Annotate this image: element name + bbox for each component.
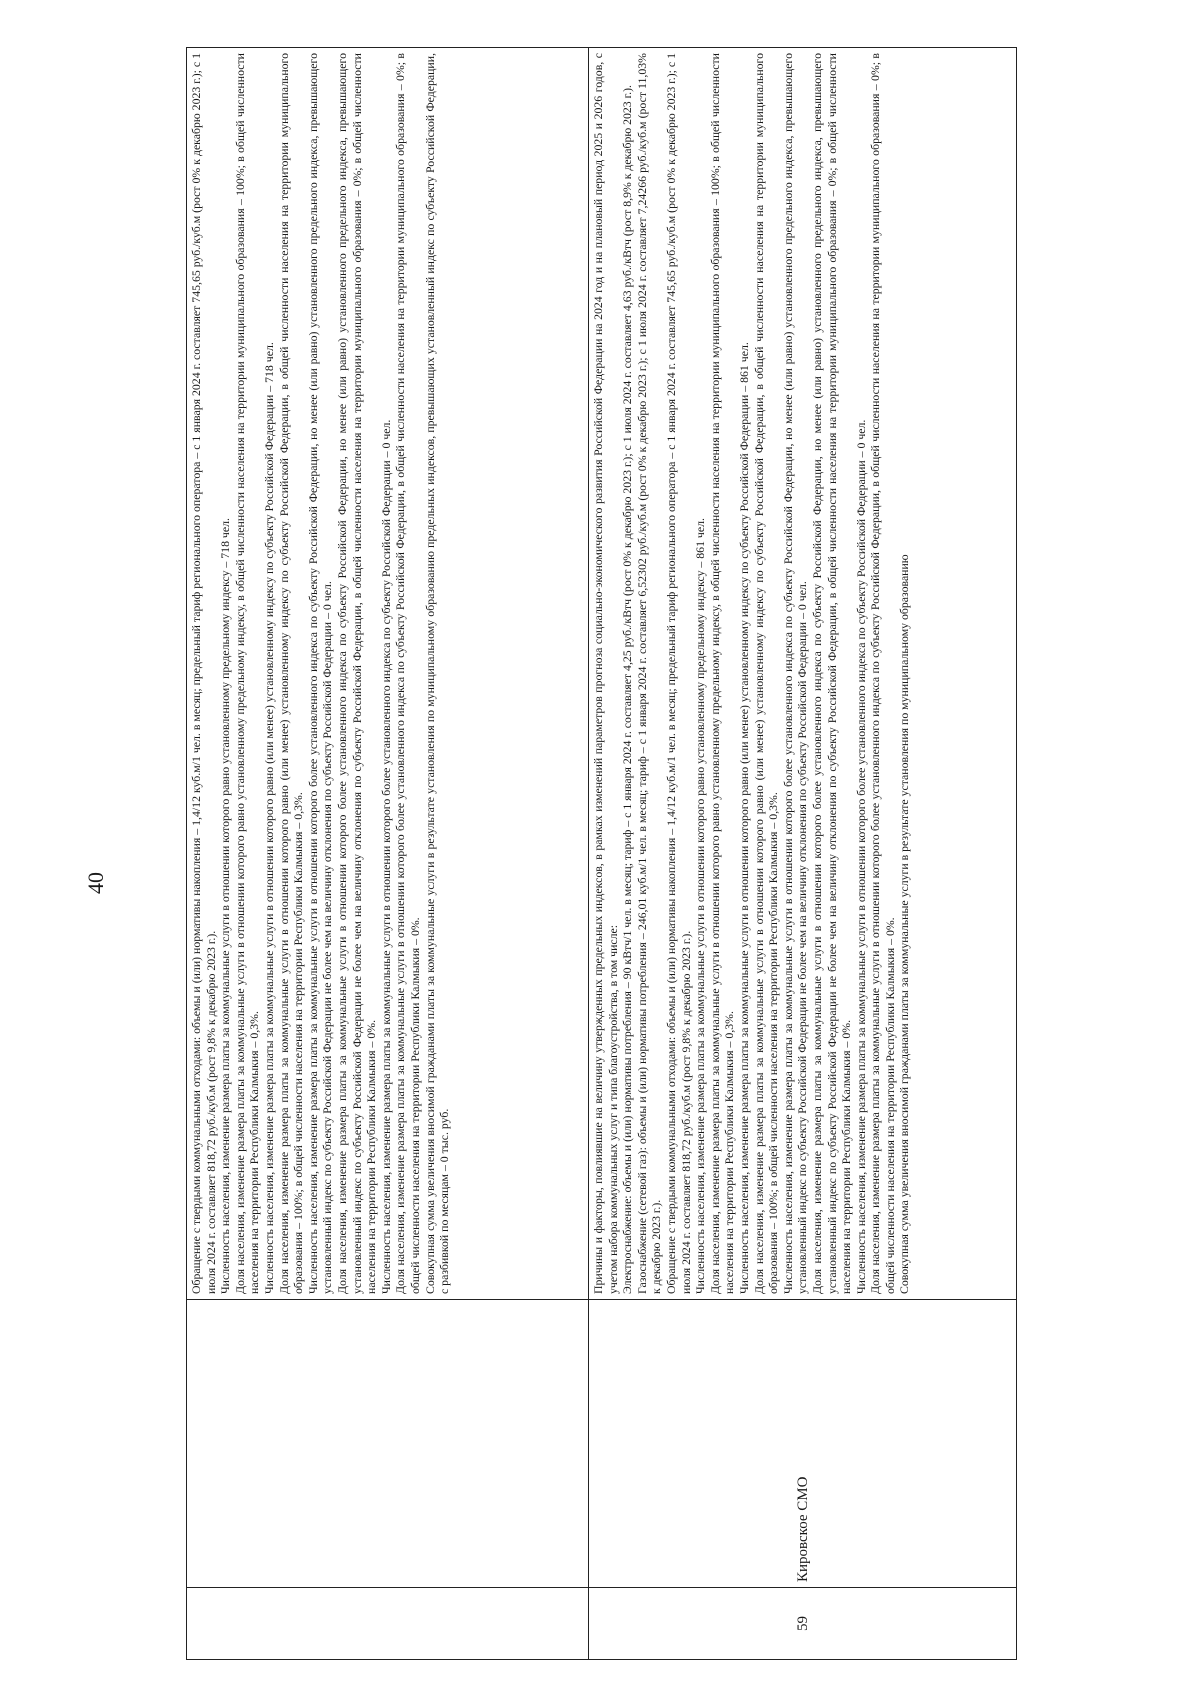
municipality-name-cell <box>187 1300 589 1588</box>
paragraph: Причины и факторы, повлиявшие на величину утвержденных предельных индексов, в рамках изменений параметров прогноза социально-экономического развития Российской Федерации на 2024 год и на плановый период 2025 и 2026 годов, с учетом набора коммунальных услуг и типа благоустройства, в том числе: <box>591 53 620 1294</box>
paragraph: Численность населения, изменение размера платы за коммунальные услуги в отношении которого более установленного индекса по субъекту Российской Федерации, но менее (или равно) установленного предельного индекса, превышающего установленный индекс по субъекту Российской Федерации не более чем на величину отклонения по субъекту Российской Федерации – 0 чел. <box>305 53 335 1294</box>
paragraph: Доля населения, изменение размера платы за коммунальные услуги в отношении которого более установленного индекса по субъекту Российской Федерации, в общей численности населения на территории муниципального образования – 0%; в общей численности населения на территории Республики Калмыкия – 0%. <box>868 53 897 1294</box>
paragraph: Доля населения, изменение размера платы за коммунальные услуги в отношении которого более установленного индекса по субъекту Российской Федерации, но менее (или равно) установленного предельного индекса, превышающего установленный индекс по субъекту Российской Федерации не более чем на величину отклонения по субъекту Российской Федерации, в общей численности населения на территории муниципального образования – 0%; в общей численности населения на территории Республики Калмыкия – 0%. <box>334 53 379 1294</box>
paragraph: Численность населения, изменение размера платы за коммунальные услуги в отношении которого равно установленному предельному индексу – 718 чел. <box>218 518 233 1294</box>
paragraph: Обращение с твердыми коммунальными отходами: объемы и (или) нормативы накопления – 1,4/12 куб.м/1 чел. в месяц; предельный тариф регионального оператора – с 1 января 2024 г. составляет 745,65 руб./куб.м (рост 0% к декабрю 2023 г.); с 1 июля 2024 г. составляет 818,72 руб./куб.м (рост 9,8% к декабрю 2023 г.). <box>189 53 218 1294</box>
paragraph: Численность населения, изменение размера платы за коммунальные услуги в отношении которого более установленного индекса по субъекту Российской Федерации, но менее (или равно) установленного предельного индекса, превышающего установленный индекс по субъекту Российской Федерации не более чем на величину отклонения по субъекту Российской Федерации – 0 чел. <box>780 53 810 1294</box>
municipality-name-cell: Кировское СМО <box>589 1300 1017 1588</box>
paragraph: Численность населения, изменение размера платы за коммунальные услуги в отношении которого равно установленному предельному индексу – 861 чел. <box>693 518 708 1294</box>
paragraph: Доля населения, изменение размера платы за коммунальные услуги в отношении которого равно установленному предельному индексу, в общей численности населения на территории муниципального образования – 100%; в общей численности населения на территории Республики Калмыкия – 0,3%. <box>707 53 737 1294</box>
description-text <box>189 53 452 1294</box>
paragraph: Численность населения, изменение размера платы за коммунальные услуги в отношении которого более установленного индекса по субъекту Российской Федерации – 0 чел. <box>378 419 393 1294</box>
paragraph: Доля населения, изменение размера платы за коммунальные услуги в отношении которого более установленного индекса по субъекту Российской Федерации, но менее (или равно) установленного предельного индекса, превышающего установленный индекс по субъекту Российской Федерации не более чем на величину отклонения по субъекту Российской Федерации, в общей численности населения на территории муниципального образования – 0%; в общей численности населения на территории Республики Калмыкия – 0%. <box>809 53 854 1294</box>
municipal-indices-table <box>186 47 1017 1660</box>
paragraph: Совокупная сумма увеличения вносимой гражданами платы за коммунальные услуги в результате установления по муниципальному образованию предельных индексов, превышающих установленный индекс по субъекту Российской Федерации, с разбивкой по месяцам – 0 тыс. руб. <box>422 53 452 1294</box>
page-number: 40 <box>83 872 108 894</box>
paragraph: Доля населения, изменение размера платы за коммунальные услуги в отношении которого равно (или менее) установленному индексу по субъекту Российской Федерации, в общей численности населения на территории муниципального образования – 100%; в общей численности населения на территории Республики Калмыкия – 0,3%. <box>276 53 306 1294</box>
paragraph: Обращение с твердыми коммунальными отходами: объемы и (или) нормативы накопления – 1,4/12 куб.м/1 чел. в месяц; предельный тариф регионального оператора – с 1 января 2024 г. составляет 745,65 руб./куб.м (рост 0% к декабрю 2023 г.); с 1 июля 2024 г. составляет 818,72 руб./куб.м (рост 9,8% к декабрю 2023 г.). <box>663 53 693 1294</box>
paragraph: Численность населения, изменение размера платы за коммунальные услуги в отношении которого равно (или менее) установленному индексу по субъекту Российской Федерации – 718 чел. <box>261 342 276 1294</box>
paragraph: Доля населения, изменение размера платы за коммунальные услуги в отношении которого равно (или менее) установленному индексу по субъекту Российской Федерации, в общей численности населения на территории муниципального образования – 100%; в общей численности населения на территории Республики Калмыкия – 0,3%. <box>751 53 781 1294</box>
landscape-table-frame <box>186 48 1016 1660</box>
paragraph: Доля населения, изменение размера платы за коммунальные услуги в отношении которого равно установленному предельному индексу, в общей численности населения на территории муниципального образования – 100%; в общей численности населения на территории Республики Калмыкия – 0,3%. <box>232 53 262 1294</box>
table-row <box>187 48 589 1660</box>
row-number-cell: 59 <box>589 1588 1017 1660</box>
row-number-cell <box>187 1588 589 1660</box>
rotated-page <box>186 48 1016 1660</box>
table-row <box>589 48 1017 1660</box>
paragraph: Численность населения, изменение размера платы за коммунальные услуги в отношении которого равно (или менее) установленному индексу по субъекту Российской Федерации – 861 чел. <box>736 342 751 1294</box>
paragraph: Совокупная сумма увеличения вносимой гражданами платы за коммунальные услуги в результате установления по муниципальному образованию <box>897 554 912 1294</box>
paragraph: Газоснабжение (сетевой газ): объемы и (или) нормативы потребления – 246,01 куб.м/1 чел. в месяц; тариф – с 1 января 2024 г. составляет 6,52302 руб./куб.м (рост 0% к декабрю 2023 г.); с 1 июля 2024 г. составляет 7,24266 руб./куб.м (рост 11,03% к декабрю 2023 г.). <box>634 53 664 1294</box>
description-cell <box>589 48 1017 1300</box>
paragraph: Численность населения, изменение размера платы за коммунальные услуги в отношении которого более установленного индекса по субъекту Российской Федерации – 0 чел. <box>853 419 868 1294</box>
description-text <box>591 53 912 1294</box>
description-cell <box>187 48 589 1300</box>
paragraph: Электроснабжение: объемы и (или) нормативы потребления – 90 кВтч/1 чел. в месяц; тариф – с 1 января 2024 г. составляет 4,25 руб./кВтч (рост 0% к декабрю 2023 г.); с 1 июля 2024 г. составляет 4,63 руб./кВтч (рост 8,9% к декабрю 2023 г.). <box>620 85 635 1294</box>
paragraph: Доля населения, изменение размера платы за коммунальные услуги в отношении которого более установленного индекса по субъекту Российской Федерации, в общей численности населения на территории муниципального образования – 0%; в общей численности населения на территории Республики Калмыкия – 0%. <box>393 53 422 1294</box>
